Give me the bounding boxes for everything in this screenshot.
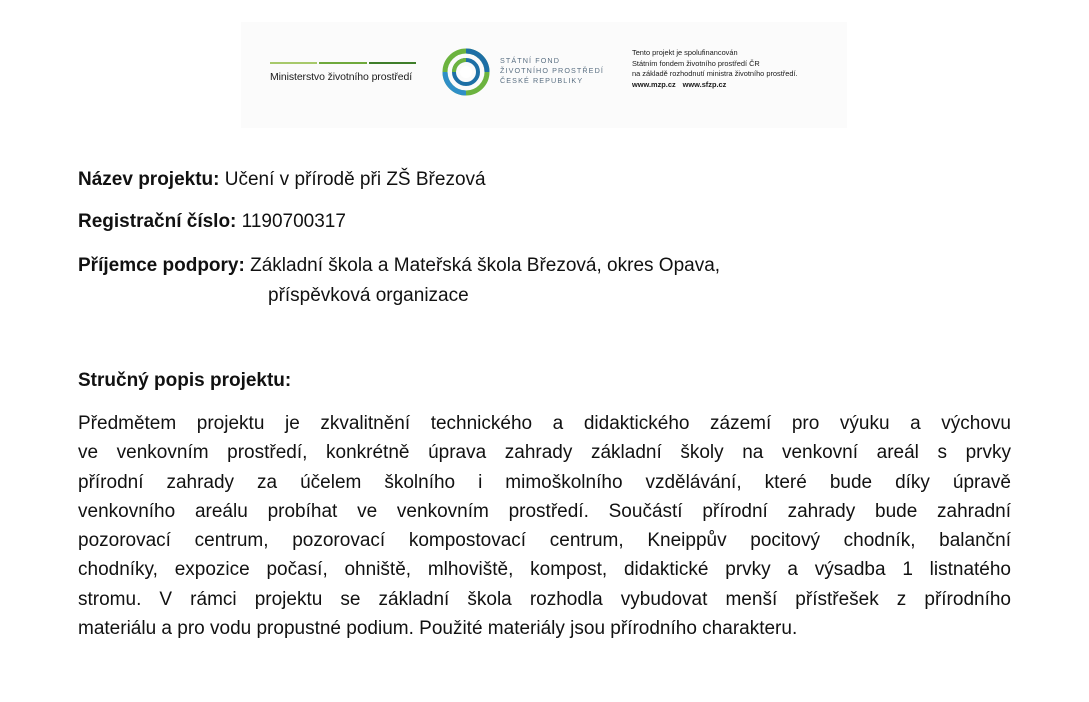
project-name-value: Učení v přírodě při ZŠ Březová xyxy=(224,169,486,190)
registration-number xyxy=(78,211,346,233)
cofinancing-line: na základě rozhodnutí ministra životního prostředí. xyxy=(632,69,798,79)
cofinancing-line: Státním fondem životního prostředí ČR xyxy=(632,58,760,68)
description-line: přírodní zahrady za účelem školního i mimoškolního vzdělávání, které bude díky úpravě xyxy=(78,471,1011,493)
description-body xyxy=(78,409,1011,643)
sfzp-line: ŽIVOTNÍHO PROSTŘEDÍ xyxy=(500,66,604,75)
description-line: materiálu a pro vodu propustné podium. Použité materiály jsou přírodního charakteru. xyxy=(78,618,798,640)
mzp-logo-text: Ministerstvo životního prostředí xyxy=(270,71,413,83)
project-name-label: Název projektu: xyxy=(78,169,220,190)
recipient-value: Základní škola a Mateřská škola Březová, okres Opava, xyxy=(250,255,721,276)
description-line: venkovního areálu probíhat ve venkovním prostředí. Součástí přírodní zahrady bude zahradní xyxy=(78,500,1011,522)
recipient xyxy=(78,255,720,277)
cofinancing-note xyxy=(632,48,798,90)
mzp-url: www.mzp.cz xyxy=(632,79,676,89)
sfzp-logo-text xyxy=(500,56,604,86)
registration-number-value: 1190700317 xyxy=(241,211,346,232)
description-line: Předmětem projektu je zkvalitnění technického a didaktického zázemí pro výuku a výchovu xyxy=(78,413,1011,434)
description-line: chodníky, expozice počasí, ohniště, mlhoviště, kompost, didaktické prvky a výsadba 1 listnatého xyxy=(78,559,1011,581)
sfzp-emblem-icon xyxy=(442,48,490,96)
cofinancing-line: Tento projekt je spolufinancován xyxy=(632,48,738,57)
description-heading: Stručný popis projektu: xyxy=(78,370,292,391)
registration-number-label: Registrační číslo: xyxy=(78,211,237,232)
sfzp-url: www.sfzp.cz xyxy=(682,79,727,89)
sfzp-line: STÁTNÍ FOND xyxy=(500,56,561,65)
description-line: ve venkovním prostředí, konkrétně úprava zahrady základní školy na venkovní areál s prvky xyxy=(78,442,1011,464)
recipient-label: Příjemce podpory: xyxy=(78,255,245,276)
mzp-logo xyxy=(270,62,420,86)
recipient-value-continued: příspěvková organizace xyxy=(268,285,469,306)
project-name xyxy=(78,169,486,191)
description-line: stromu. V rámci projektu se základní škola rozhodla vybudovat menší přístřešek z přírodního xyxy=(78,588,1011,610)
cofinancing-urls xyxy=(632,80,798,91)
mzp-logo-lines xyxy=(270,62,416,66)
sfzp-line: ČESKÉ REPUBLIKY xyxy=(500,76,584,85)
description-line: pozorovací centrum, pozorovací kompostovací centrum, Kneippův pocitový chodník, balanční xyxy=(78,530,1011,552)
